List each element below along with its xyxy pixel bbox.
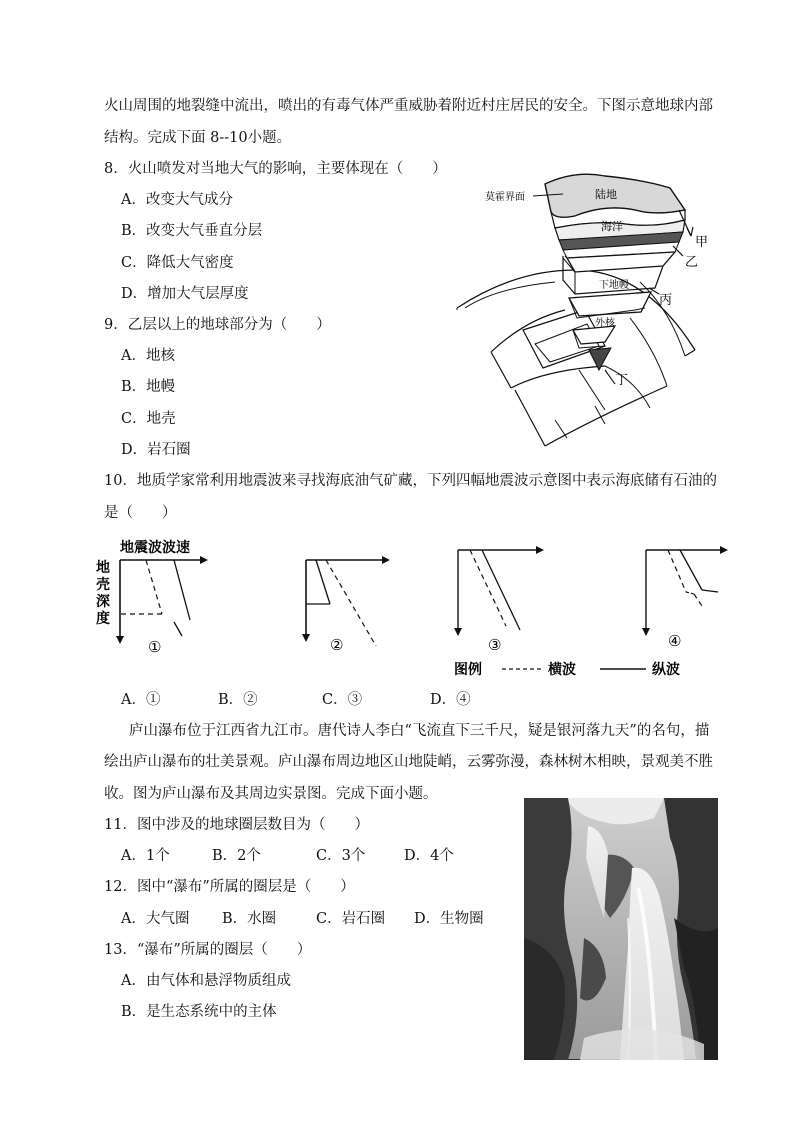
wave-y-title-char: 深 — [96, 594, 110, 610]
q9-option-d[interactable]: D．岩石圈 — [121, 442, 191, 458]
passage-line-3: 收。图为庐山瀑布及其周边实景图。完成下面小题。 — [104, 786, 438, 802]
q10-stem-1: 10．地质学家常利用地震波来寻找海底油气矿藏，下列四幅地震波示意图中表示海底储有石油的 — [104, 473, 717, 489]
wave-y-title-char: 度 — [96, 611, 110, 627]
wave-num-1: ① — [148, 638, 162, 656]
q12-stem: 12．图中“瀑布”所属的圈层是（ ） — [104, 879, 355, 895]
q13-option-b[interactable]: B．是生态系统中的主体 — [121, 1004, 277, 1020]
label-land: 陆地 — [595, 188, 617, 201]
q9-option-a[interactable]: A．地核 — [121, 348, 175, 364]
wave-num-2: ② — [330, 636, 344, 654]
label-ding: 丁 — [615, 373, 629, 388]
q8-option-c[interactable]: C．降低大气密度 — [121, 255, 234, 271]
q10-stem-2: 是（ ） — [104, 505, 177, 521]
label-bing: 丙 — [659, 293, 673, 308]
q11-option-b[interactable]: B．2个 — [212, 848, 261, 864]
q13-option-a[interactable]: A．由气体和悬浮物质组成 — [121, 973, 291, 989]
q9-option-b[interactable]: B．地幔 — [121, 379, 176, 395]
legend-p-wave: 纵波 — [652, 662, 680, 678]
wave-y-title — [96, 559, 110, 627]
waterfall-photo — [524, 798, 718, 1060]
wave-num-3: ③ — [488, 636, 502, 654]
q9-option-c[interactable]: C．地壳 — [121, 411, 176, 427]
wave-x-title: 地震波波速 — [120, 540, 190, 556]
passage-line-1: 庐山瀑布位于江西省九江市。唐代诗人李白“飞流直下三千尺，疑是银河落九天”的名句，描 — [129, 723, 710, 739]
intro-line-1: 火山周围的地裂缝中流出，喷出的有毒气体严重威胁着附近村庄居民的安全。下图示意地球内部 — [104, 98, 713, 114]
label-yi: 乙 — [685, 255, 699, 270]
wave-num-4: ④ — [668, 632, 682, 650]
wave-y-title-char: 地 — [96, 560, 110, 576]
wave-diagram-3 — [454, 546, 544, 654]
wave-legend — [454, 661, 680, 678]
q12-option-b[interactable]: B．水圈 — [222, 911, 277, 927]
q9-stem: 9．乙层以上的地球部分为（ ） — [104, 317, 331, 333]
wave-diagram-4 — [642, 546, 728, 650]
q11-option-c[interactable]: C．3个 — [316, 848, 366, 864]
q8-option-b[interactable]: B．改变大气垂直分层 — [121, 223, 263, 239]
q12-option-a[interactable]: A．大气圈 — [121, 911, 190, 927]
q12-option-d[interactable]: D．生物圈 — [414, 911, 484, 927]
legend-s-wave: 横波 — [548, 662, 576, 678]
label-ocean: 海洋 — [601, 220, 623, 233]
passage-line-2: 绘出庐山瀑布的壮美景观。庐山瀑布周边地区山地陡峭，云雾弥漫，森林树木相映，景观美不胜 — [104, 754, 713, 770]
q10-option-b[interactable]: B．② — [218, 692, 258, 708]
label-moho: 莫霍界面 — [485, 192, 525, 203]
wave-diagram-1 — [116, 556, 208, 656]
q8-stem: 8．火山喷发对当地大气的影响，主要体现在（ ） — [104, 161, 447, 177]
wave-y-title-char: 壳 — [96, 577, 110, 593]
intro-line-2: 结构。完成下面 8--10小题。 — [104, 130, 292, 146]
q11-option-a[interactable]: A．1个 — [121, 848, 170, 864]
wave-diagram-2 — [302, 556, 390, 654]
legend-title: 图例 — [454, 662, 482, 678]
q10-option-a[interactable]: A．① — [121, 692, 161, 708]
q11-option-d[interactable]: D．4个 — [404, 848, 454, 864]
q8-option-a[interactable]: A．改变大气成分 — [121, 192, 233, 208]
q8-option-d[interactable]: D．增加大气层厚度 — [121, 286, 249, 302]
label-lower-mantle: 下地幔 — [599, 280, 629, 291]
label-jia: 甲 — [695, 235, 709, 250]
q11-stem: 11．图中涉及的地球圈层数目为（ ） — [104, 817, 369, 833]
earth-structure-figure — [455, 170, 715, 452]
q12-option-c[interactable]: C．岩石圈 — [316, 911, 386, 927]
q10-option-c[interactable]: C．③ — [322, 692, 363, 708]
q13-stem: 13．“瀑布”所属的圈层（ ） — [104, 942, 312, 958]
label-outer-core: 外核 — [595, 318, 615, 329]
q10-option-d[interactable]: D．④ — [430, 692, 471, 708]
seismic-wave-figure — [90, 536, 730, 686]
